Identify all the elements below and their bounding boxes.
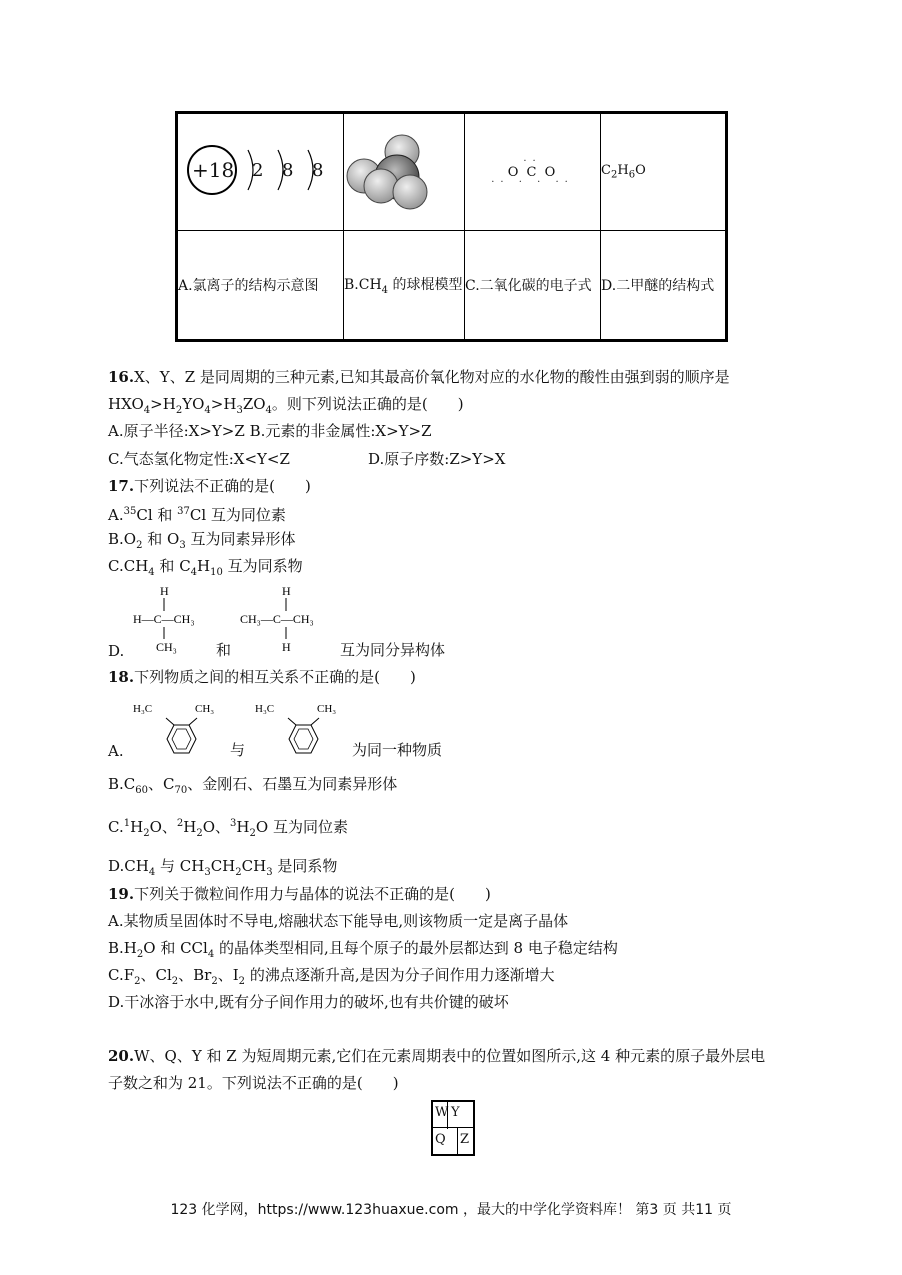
chloride-ion-diagram: [177, 113, 344, 231]
svg-text:CH₃: CH₃: [195, 703, 215, 715]
q20-stem-line1: [108, 1046, 765, 1066]
q20-stem-line2: 子数之和为 21。下列说法不正确的是( ): [108, 1074, 399, 1092]
co2-atoms: O C O: [507, 164, 558, 180]
q20-stem1: W、Q、Y 和 Z 为短周期元素,它们在元素周期表中的位置如图所示,这 4 种元素的原子最外层电: [134, 1047, 766, 1065]
svg-text:H: H: [160, 584, 169, 598]
q19-stem-text: 下列关于微粒间作用力与晶体的说法不正确的是( ): [134, 885, 491, 903]
shell-3: 8: [312, 160, 324, 181]
q18-option-a-with: 与: [230, 741, 246, 759]
cell-q: Q: [435, 1132, 446, 1147]
q17-number: 17.: [108, 477, 135, 495]
structure-1-svg: [133, 583, 223, 655]
q16-option-ab: A.原子半径:X>Y>Z B.元素的非金属性:X>Y>Z: [108, 422, 432, 440]
svg-text:H: H: [282, 584, 291, 598]
structure-2-svg: [240, 583, 340, 655]
methane-model-svg: [344, 114, 464, 226]
xylene-2-svg: [255, 700, 350, 760]
q16-stem-line1: [108, 367, 730, 387]
options-table: [175, 111, 728, 342]
page-footer: 123 化学网，https://www.123huaxue.com ，最大的中学化学资料库！ 第3 页 共11 页: [170, 1202, 732, 1218]
q17-option-c: $C.CH_4$ 和 $C_4H_{10}$ 互为同系物: [108, 557, 303, 578]
q18-option-d: $D.CH_4$ 与 $CH_3CH_2CH_3$ 是同系物: [108, 857, 338, 878]
q20-number: 20.: [108, 1047, 135, 1065]
svg-text:H—C—CH₃: H—C—CH₃: [133, 612, 195, 626]
q18-option-a-label: A.: [108, 742, 124, 760]
cell-w: W: [435, 1105, 449, 1120]
caption-d: D.二甲醚的结构式: [601, 231, 727, 341]
q18-option-a-tail: 为同一种物质: [352, 741, 443, 759]
shell-2: 8: [282, 160, 294, 181]
nucleus-charge: +18: [192, 158, 235, 182]
caption-c: C.二氧化碳的电子式: [465, 231, 601, 341]
svg-text:H₃C: H₃C: [133, 703, 153, 715]
q19-option-d: D.干冰溶于水中,既有分子间作用力的破坏,也有共价键的破坏: [108, 993, 509, 1011]
q18-stem-text: 下列物质之间的相互关系不正确的是( ): [134, 668, 416, 686]
svg-text:H₃C: H₃C: [255, 703, 275, 715]
caption-b: $B.CH_4$ 的球棍模型: [344, 231, 465, 341]
co2-electron-formula: ·· O C O ·· · · ··: [465, 113, 601, 231]
q18-xylene-2: [255, 700, 350, 764]
xylene-1-svg: [133, 700, 228, 760]
shell-1: 2: [252, 160, 264, 181]
q19-number: 19.: [108, 885, 135, 903]
q16-stem1: X、Y、Z 是同周期的三种元素,已知其最高价氧化物对应的水化物的酸性由强到弱的顺序是: [134, 368, 730, 386]
q17-option-d-and: 和: [216, 641, 232, 659]
q19-option-b: $B.H_2O$ 和 CCl$_4$ 的晶体类型相同,且每个原子的最外层都达到 8 电子稳定结构: [108, 939, 618, 960]
svg-text:H: H: [282, 640, 291, 654]
cell-z: Z: [460, 1132, 470, 1147]
c2h6o-formula: $C_2H_6O$: [601, 113, 727, 231]
q18-option-c: $C.^1H_2O$、$^2H_2O$、$^3H_2O$ 互为同位素: [108, 818, 348, 839]
q17-stem-text: 下列说法不正确的是( ): [134, 477, 311, 495]
svg-text:CH₃: CH₃: [317, 703, 337, 715]
q17-option-a: A.$^{35}$Cl 和 $^{37}$Cl 互为同位素: [108, 506, 286, 524]
q17-structure-2: [240, 583, 340, 659]
q16-option-d: D.原子序数:Z>Y>X: [368, 450, 506, 468]
q17-option-d-tail: 互为同分异构体: [340, 641, 446, 659]
q16-number: 16.: [108, 368, 135, 386]
q19-stem: [108, 884, 491, 904]
q17-structure-1: [133, 583, 223, 659]
q19-option-c: $C.F_2$、$Cl_2$、$Br_2$、$I_2$ 的沸点逐渐升高,是因为分子间作用力逐渐增大: [108, 966, 555, 987]
periodic-table-fragment: [431, 1100, 475, 1156]
q17-option-b: $B.O_2$ 和 $O_3$ 互为同素异形体: [108, 530, 296, 551]
q18-number: 18.: [108, 668, 135, 686]
ball-stick-model: [344, 113, 465, 231]
q18-stem: [108, 667, 416, 687]
q17-option-d-label: D.: [108, 642, 125, 660]
q16-option-c: C.气态氢化物定性:X<Y<Z: [108, 450, 290, 468]
svg-text:CH₃—C—CH₃: CH₃—C—CH₃: [240, 612, 314, 626]
q18-option-b: $B.C_{60}$、$C_{70}$、金刚石、石墨互为同素异形体: [108, 775, 398, 796]
q16-stem-line2: $HXO_4>H_2YO_4>H_3ZO_4$。则下列说法正确的是( ): [108, 395, 464, 416]
cell-y: Y: [451, 1105, 460, 1120]
q17-stem: [108, 476, 311, 496]
q19-option-a: A.某物质呈固体时不导电,熔融状态下能导电,则该物质一定是离子晶体: [108, 912, 569, 930]
caption-a: A.氯离子的结构示意图: [177, 231, 344, 341]
q18-xylene-1: [133, 700, 228, 764]
svg-text:CH₃: CH₃: [156, 640, 177, 654]
